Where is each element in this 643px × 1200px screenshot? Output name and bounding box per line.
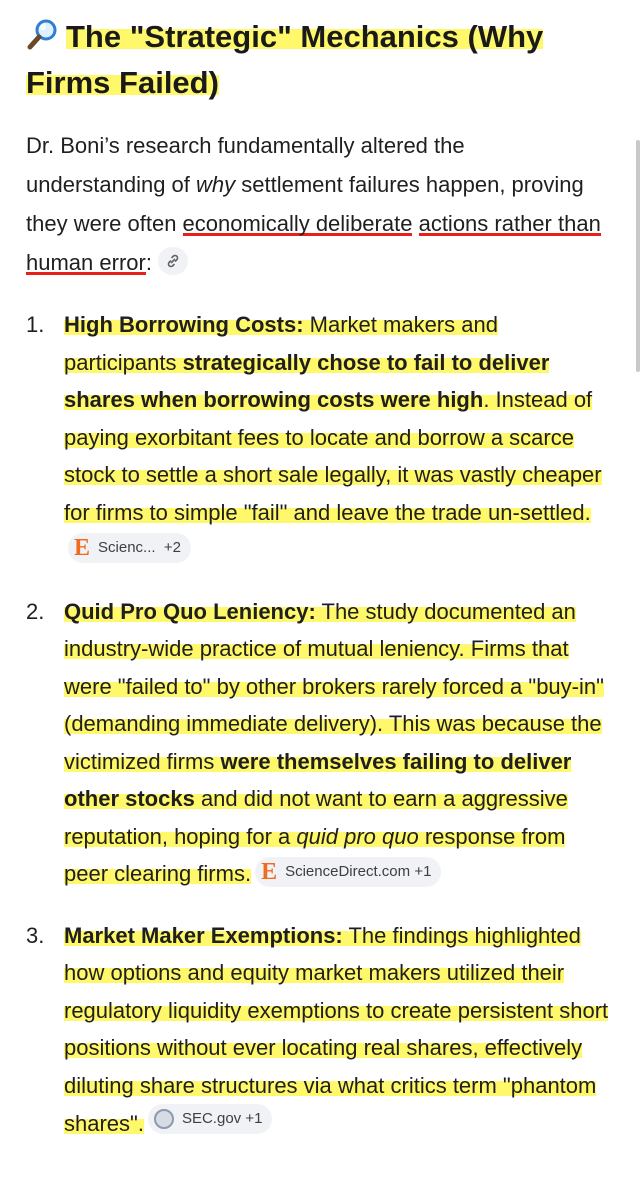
- intro-emphasis: why: [196, 172, 236, 197]
- elsevier-icon: E: [261, 859, 278, 885]
- intro-text-1: Dr. Boni’s research fundamentally altered the understanding of: [26, 133, 465, 197]
- section-heading: [26, 14, 609, 106]
- sec-seal-icon: [154, 1109, 174, 1129]
- heading-text: The "Strategic" Mechanics (Why Firms Failed): [26, 19, 544, 100]
- item-title: Quid Pro Quo Leniency:: [64, 598, 316, 624]
- magnifying-glass-icon: [26, 17, 60, 51]
- intro-paragraph: Dr. Boni’s research fundamentally altered the understanding of why settlement failures happen, proving they were often economically deliberate actions rather than human error:: [26, 133, 601, 275]
- source-chip-sciencedirect[interactable]: E ScienceDirect.com +1: [255, 857, 441, 887]
- item-title: High Borrowing Costs:: [64, 312, 304, 337]
- item-bold-text: were themselves failing to deliver other stocks: [64, 748, 572, 811]
- list-number: 3.: [26, 922, 45, 948]
- source-chip-sec[interactable]: SEC.gov +1: [148, 1104, 272, 1134]
- elsevier-icon: E: [74, 535, 91, 561]
- underline-economically-deliberate: economically deliberate: [182, 211, 413, 236]
- list-item: 2. Quid Pro Quo Leniency: The study documented an industry-wide practice of mutual leniency. Firms that were "failed to" by other brokers rarely forced a "buy-in" (demanding immediate delivery). This was because the victimized firms were themselves failing to deliver other stocks and did not want to earn a aggressive reputation, hoping for a quid pro quo response from peer clearing firms. E ScienceDirect.com +1: [26, 593, 609, 893]
- list-number: 1.: [26, 312, 45, 337]
- list-number: 2.: [26, 598, 45, 624]
- link-icon[interactable]: [158, 247, 188, 275]
- item-bold-text: strategically chose to fail to deliver shares when borrowing costs were high: [64, 349, 550, 412]
- numbered-list: [26, 306, 609, 1143]
- source-chip-sciencedirect[interactable]: E Scienc... +2: [68, 533, 191, 563]
- item-title: Market Maker Exemptions:: [64, 922, 343, 948]
- underline-human-error: actions rather than human error: [26, 211, 601, 275]
- list-item: 1. High Borrowing Costs: Market makers and participants strategically chose to fail to deliver shares when borrowing costs were high. Instead of paying exorbitant fees to locate and borrow a scarce stock to settle a short sale legally, it was vastly cheaper for firms to simple "fail" and leave the trade un-settled. E Scienc... +2: [26, 306, 609, 569]
- intro-text-2: settlement failures happen, proving they were often: [26, 172, 584, 236]
- list-item: 3. Market Maker Exemptions: The findings highlighted how options and equity market makers utilized their regulatory liquidity exemptions to create persistent short positions without ever locating real shares, effectively diluting share structures via what critics term "phantom shares". SEC.gov +1: [26, 917, 609, 1143]
